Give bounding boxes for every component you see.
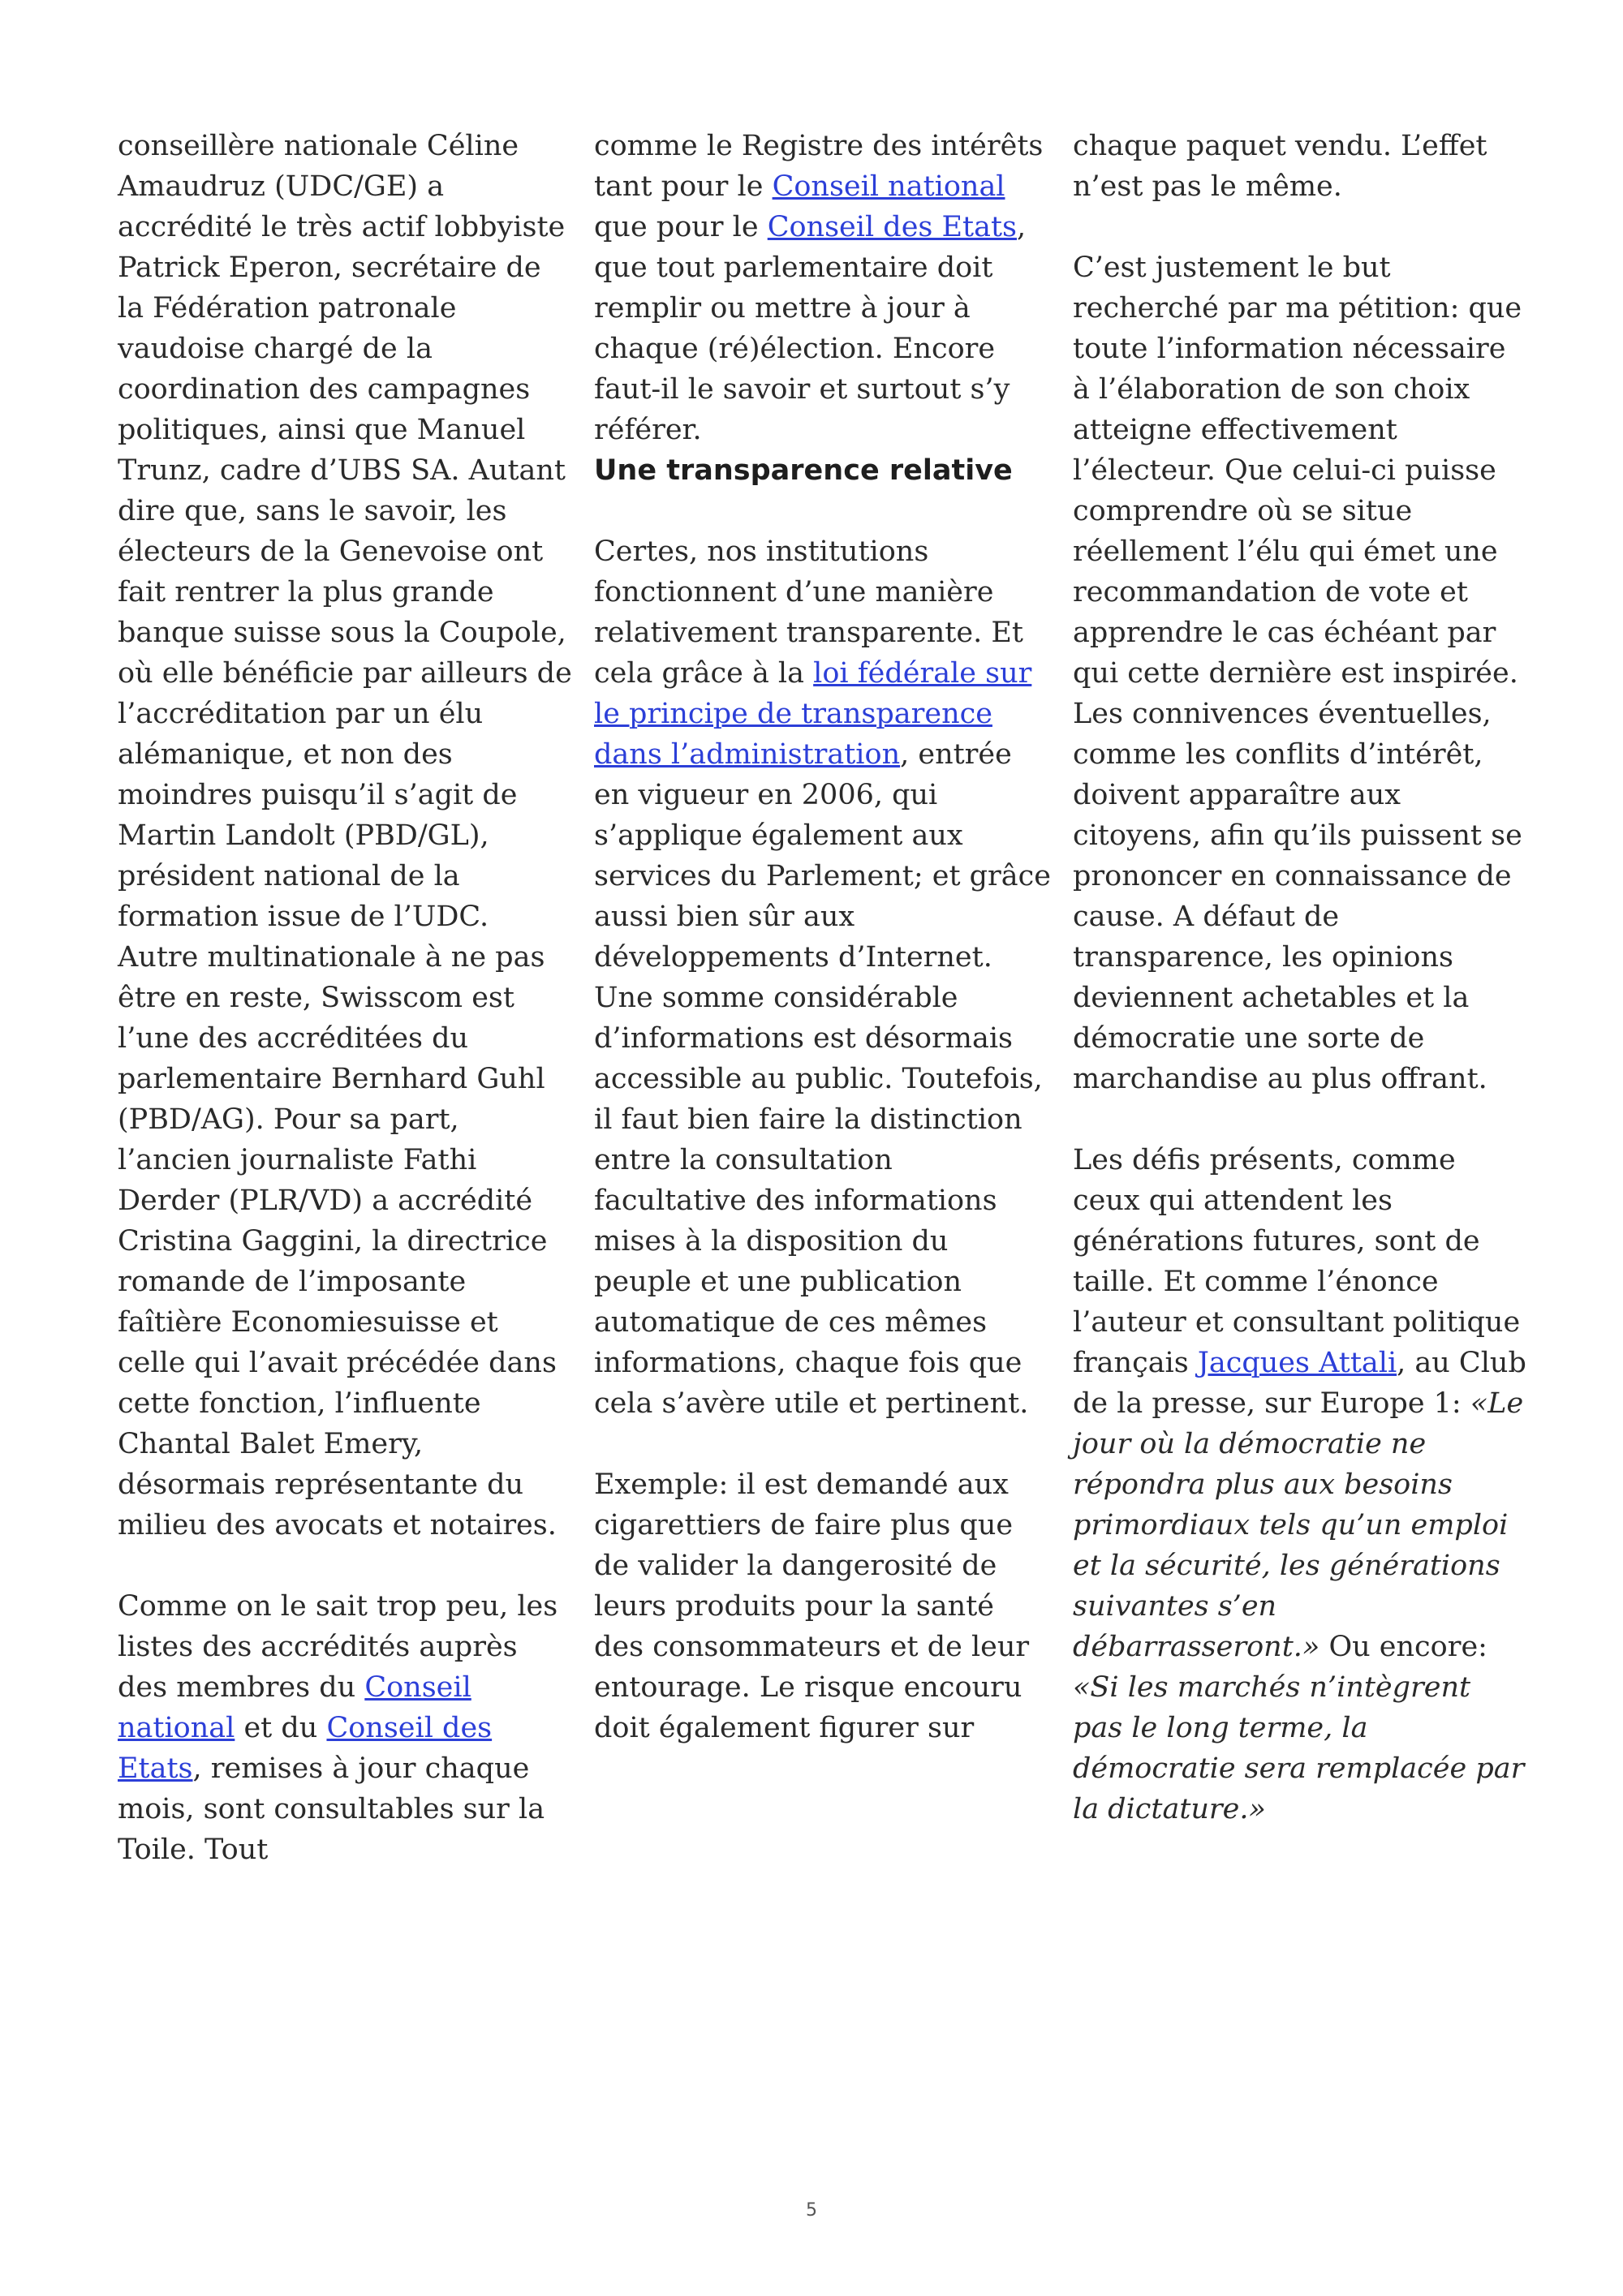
quote: «Si les marchés n’intègrent pas le long terme, la démocratie sera remplacée par la dictature.» (1073, 1671, 1525, 1825)
text-span: , que tout parlementaire doit remplir ou mettre à jour à chaque (ré)élection. Encore faut-il le savoir et surtout s’y référer. (594, 211, 1027, 446)
text-span: Comme on le sait trop peu, les listes des accrédités auprès des membres du (118, 1590, 558, 1704)
paragraph (594, 531, 1053, 1424)
text-span: et du (235, 1712, 327, 1744)
paragraph (594, 126, 1053, 450)
paragraph: conseillère nationale Céline Amaudruz (UDC/GE) a accrédité le très actif lobbyiste Patrick Eperon, secrétaire de la Fédération patronale vaudoise chargé de la coordination des campagnes politiques, ainsi que Manuel Trunz, cadre d’UBS SA. Autant dire que, sans le savoir, les électeurs de la Genevoise ont fait rentrer la plus grande banque suisse sous la Coupole, où elle bénéficie par ailleurs de l’accréditation par un élu alémanique, et non des moindres puisqu’il s’agit de Martin Landolt (PBD/GL), président national de la formation issue de l’UDC. Autre multinationale à ne pas être en reste, Swisscom est l’une des accréditées du parlementaire Bernhard Guhl (PBD/AG). Pour sa part, l’ancien journaliste Fathi Derder (PLR/VD) a accrédité Cristina Gaggini, la directrice romande de l’imposante faîtière Economiesuisse et celle qui l’avait précédée dans cette fonction, l’influente Chantal Balet Emery, désormais représentante du milieu des avocats et notaires. (118, 130, 572, 1541)
link-loi-transparence[interactable]: loi fédérale sur le principe de transparence dans l’administration (594, 657, 1032, 771)
paragraph: C’est justement le but recherché par ma pétition: que toute l’information nécessaire à l’élaboration de son choix atteigne effectivement l’électeur. Que celui-ci puisse comprendre où se situe réellement l’élu qui émet une recommandation de vote et apprendre le cas échéant par qui cette dernière est inspirée. Les connivences éventuelles, comme les conflits d’intérêt, doivent apparaître aux citoyens, afin qu’ils puissent se prononcer en connaissance de cause. A défaut de transparence, les opinions deviennent achetables et la démocratie une sorte de marchandise au plus offrant. (1073, 252, 1522, 1095)
link-conseil-national[interactable]: Conseil national (772, 170, 1005, 203)
paragraph (1073, 1140, 1527, 1829)
text-span: que pour le (594, 211, 768, 243)
text-span: Les défis présents, comme ceux qui attendent les générations futures, sont de taille. Et comme l’énonce l’auteur et consultant politique français (1073, 1144, 1521, 1379)
text-column-2 (594, 126, 1053, 1748)
link-conseil-des-etats[interactable]: Conseil des Etats (118, 1712, 493, 1785)
link-jacques-attali[interactable]: Jacques Attali (1197, 1347, 1397, 1379)
section-heading: Une transparence relative (594, 454, 1013, 487)
text-span: comme le Registre des intérêts tant pour le (594, 130, 1044, 203)
text-column-1 (118, 126, 572, 1870)
paragraph: Exemple: il est demandé aux cigarettiers de faire plus que de valider la dangerosité de leurs produits pour la santé des consommateurs et de leur entourage. Le risque encouru doit également figurer sur (594, 1468, 1030, 1744)
quote: «Le jour où la démocratie ne répondra plus aux besoins primordiaux tels qu’un emploi et la sécurité, les générations suivantes s’en débarrasseront.» (1073, 1387, 1524, 1663)
text-span: Certes, nos institutions fonctionnent d’une manière relativement transparente. Et cela grâce à la (594, 535, 1023, 690)
page-number: 5 (806, 2200, 817, 2221)
text-span: Ou encore: (1319, 1631, 1487, 1663)
text-span: , remises à jour chaque mois, sont consultables sur la Toile. Tout (118, 1752, 545, 1866)
text-span: , entrée en vigueur en 2006, qui s’applique également aux services du Parlement; et grâce aussi bien sûr aux développements d’Internet. Une somme considérable d’informations est désormais accessible au public. Toutefois, il faut bien faire la distinction entre la consultation facultative des informations mises à la disposition du peuple et une publication automatique de ces mêmes informations, chaque fois que cela s’avère utile et pertinent. (594, 738, 1051, 1420)
paragraph (118, 1586, 572, 1870)
link-conseil-des-etats[interactable]: Conseil des Etats (767, 211, 1017, 243)
paragraph: chaque paquet vendu. L’effet n’est pas le même. (1073, 130, 1487, 203)
text-column-3 (1073, 126, 1527, 1829)
text-span: , au Club de la presse, sur Europe 1: (1073, 1347, 1526, 1420)
link-conseil-national[interactable]: Conseil national (118, 1671, 471, 1744)
